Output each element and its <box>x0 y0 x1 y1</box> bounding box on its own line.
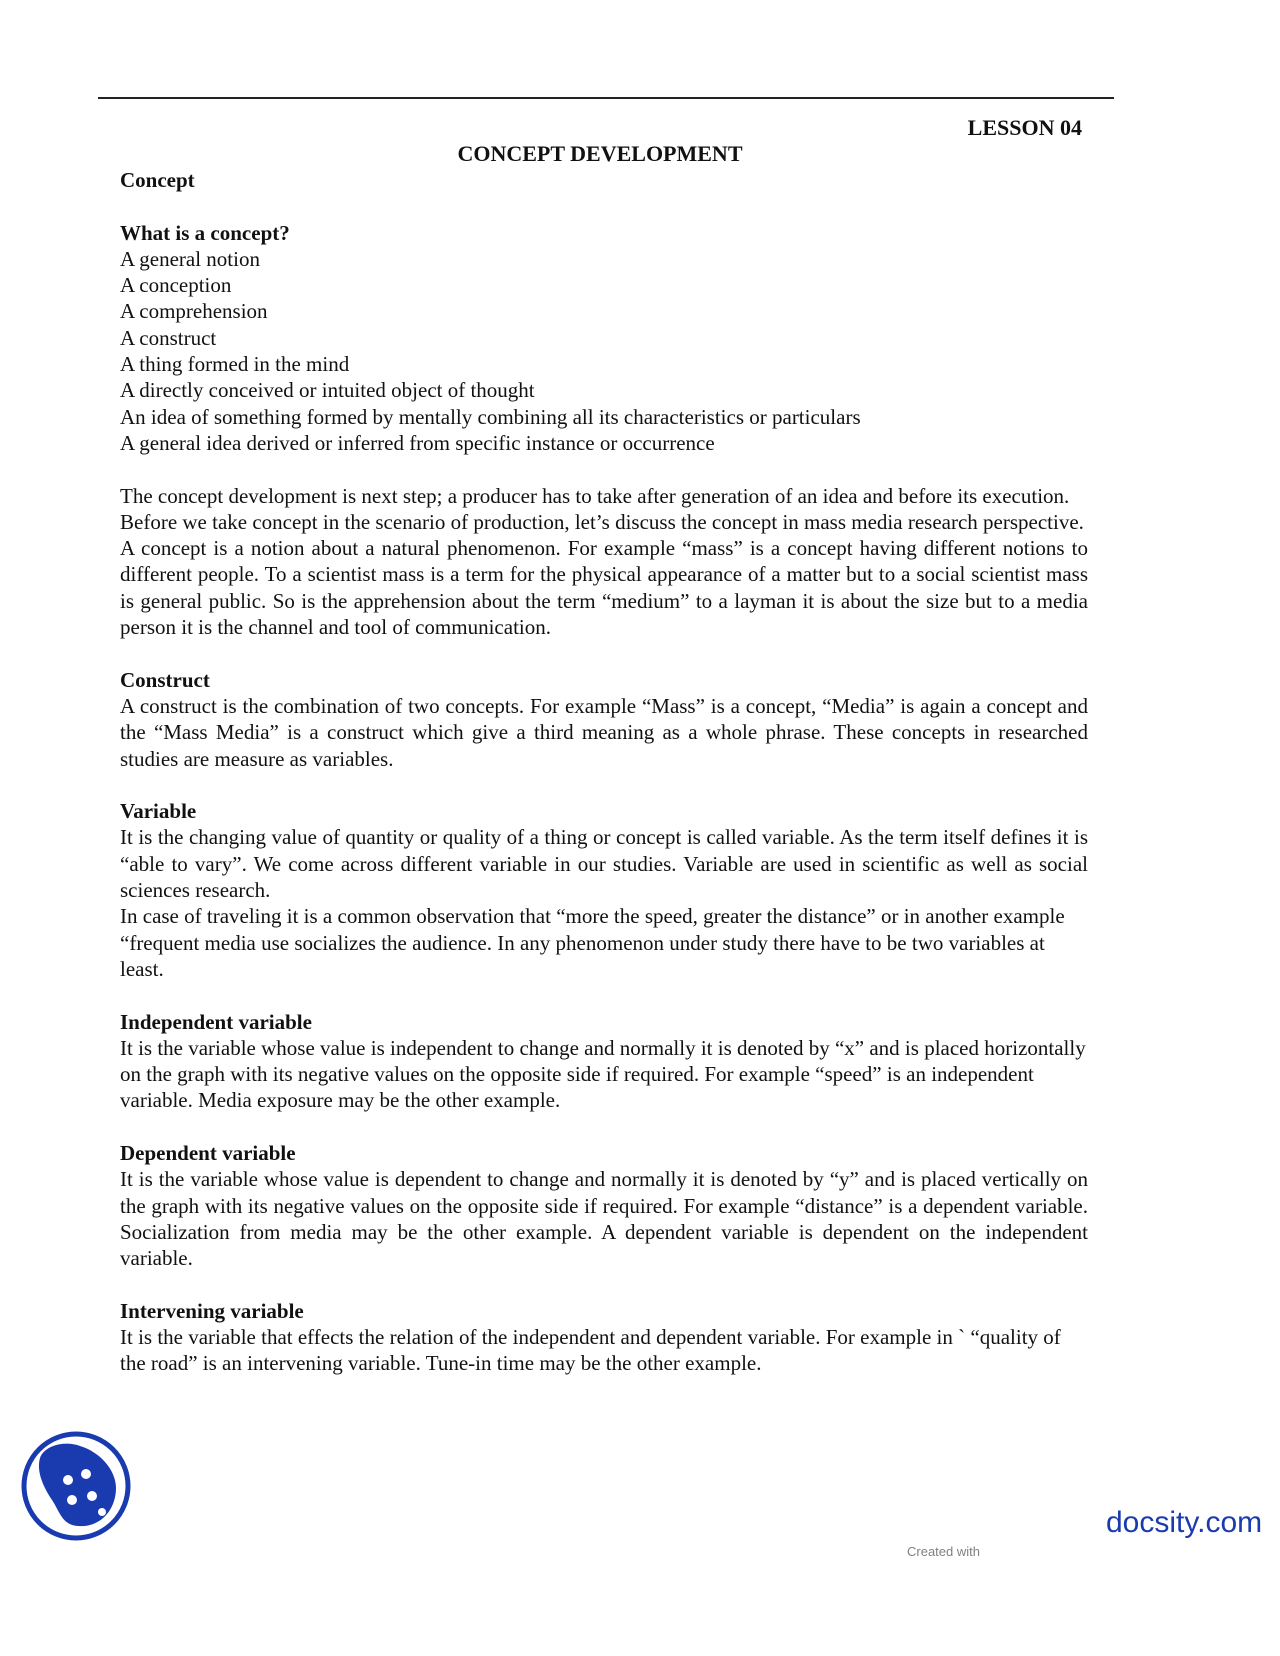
paragraph: A construct is the combination of two concepts. For example “Mass” is a concept, “Media” is again a concept and the “Mass Media” is a construct which give a third meaning as a whole phrase. These concepts in researched studies are measure as variables. <box>120 693 1088 771</box>
concept-question: What is a concept? <box>120 220 290 245</box>
definition-item: A general notion <box>120 246 260 271</box>
paragraph: It is the variable that effects the relation of the independent and dependent variable. For example in ` “quality of the road” is an intervening variable. Tune-in time may be the other example. <box>120 1325 1061 1376</box>
definition-item: An idea of something formed by mentally combining all its characteristics or particulars <box>120 404 861 429</box>
section-heading-variable: Variable <box>120 799 197 824</box>
paragraph: It is the variable whose value is dependent to change and normally it is denoted by “y” and is placed vertically on the graph with its negative values on the opposite side if required. For example “distance” is a dependent variable. Socialization from media may be the other example. A dependent variable is dependent on the independent variable. <box>120 1167 1088 1271</box>
paragraph: It is the variable whose value is independent to change and normally it is denoted by “x” and is placed horizontally on the graph with its negative values on the opposite side if required. For example “speed” is an independent variable. Media exposure may be the other example. <box>120 1035 1086 1113</box>
definition-item: A directly conceived or intuited object of thought <box>120 378 535 403</box>
section-heading-dependent-variable: Dependent variable <box>120 1140 296 1165</box>
header-rule <box>98 97 1114 99</box>
document-body <box>120 167 1088 1377</box>
definition-item: A thing formed in the mind <box>120 352 350 377</box>
page-title: CONCEPT DEVELOPMENT <box>457 141 743 166</box>
definition-item: A comprehension <box>120 299 268 324</box>
paragraph: It is the changing value of quantity or quality of a thing or concept is called variable. As the term itself defines it is “able to vary”. We come across different variable in our studies. Variable are used in scientific as well as social sciences research. <box>120 825 1088 903</box>
paragraph: Before we take concept in the scenario of production, let’s discuss the concept in mass media research perspective. <box>120 509 1084 534</box>
paragraph: In case of traveling it is a common observation that “more the speed, greater the distance” or in another example “frequent media use socializes the audience. In any phenomenon under study there have to be two variables at least. <box>120 904 1065 981</box>
paragraph: A concept is a notion about a natural phenomenon. For example “mass” is a concept having different notions to different people. To a scientist mass is a term for the physical appearance of a matter but to a social scientist mass is general public. So is the apprehension about the term “medium” to a layman it is about the size but to a media person it is the channel and tool of communication. <box>120 536 1088 640</box>
definition-item: A construct <box>120 325 217 350</box>
definition-item: A conception <box>120 273 232 298</box>
definition-item: A general idea derived or inferred from specific instance or occurrence <box>120 430 715 455</box>
section-heading-intervening-variable: Intervening variable <box>120 1298 304 1323</box>
created-with-label: Created with <box>907 1544 980 1559</box>
docsity-logo-icon <box>20 1430 132 1542</box>
section-heading-concept: Concept <box>120 168 195 192</box>
section-heading-construct: Construct <box>120 667 210 692</box>
brand-link[interactable]: docsity.com <box>1106 1506 1263 1539</box>
section-heading-independent-variable: Independent variable <box>120 1009 312 1034</box>
paragraph: The concept development is next step; a producer has to take after generation of an idea and before its execution. <box>120 483 1070 508</box>
lesson-number: LESSON 04 <box>967 115 1082 140</box>
